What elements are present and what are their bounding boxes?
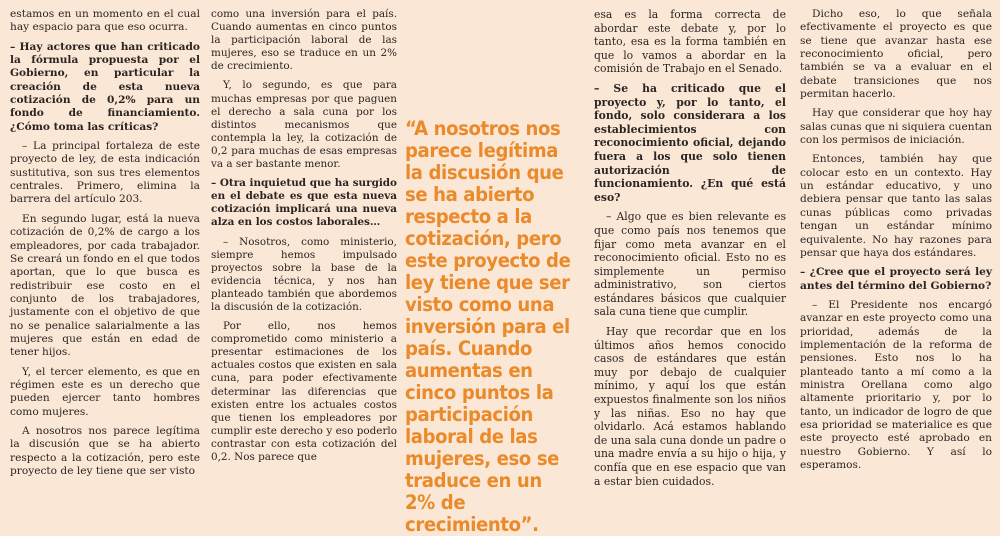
paragraph: Por ello, nos hemos comprometido como ministerio a presentar estimaciones de los actuales costos que existen en sala cuna, para poder efectivamente determinar las diferencias que existen entre los actuales costos que tienen los empleadores por cumplir este derecho y eso poderlo contrastar con esta cotización del 0,2. Nos parece que bbox=[211, 320, 397, 463]
interview-question: – Se ha criticado que el proyecto y, por lo tanto, el fondo, solo considerara a los establecimientos con reconocimiento oficial, dejando fuera a los que solo tienen autorización de funcionamiento. ¿En qué está eso? bbox=[594, 81, 786, 204]
interview-question: – Otra inquietud que ha surgido en el debate es que esta nueva cotización implicará una nueva alza en los costos laborales… bbox=[211, 177, 397, 229]
paragraph: como una inversión para el país. Cuando aumentas en cinco puntos la participación laboral de las mujeres, eso se traduce en un 2% de crecimiento. bbox=[211, 8, 397, 73]
paragraph: Entonces, también hay que colocar esto en un contexto. Hay un estándar educativo, y uno debiera pensar que tanto las salas cunas públicas como privadas tengan un estándar mínimo equivalente. No hay razones para pensar que haya dos estándares. bbox=[800, 153, 992, 259]
paragraph: Hay que recordar que en los últimos años hemos conocido casos de estándares que están muy por debajo de cualquier mínimo, y aquí los que están expuestos finalmente son los niños y las niñas. Eso no hay que olvidarlo. Acá estamos hablando de una sala cuna donde un padre o una madre envía a su hijo o hija, y confía que en ese espacio que van a estar bien cuidados. bbox=[594, 325, 786, 488]
paragraph: esa es la forma correcta de abordar este debate y, por lo tanto, esa es la forma también en que lo vamos a abordar en la comisión de Trabajo en el Senado. bbox=[594, 8, 786, 76]
text-column-1 bbox=[10, 8, 200, 478]
paragraph: – Nosotros, como ministerio, siempre hemos impulsado proyectos sobre la base de la evidencia técnica, y nos han planteado también que abordemos la discusión de la cotización. bbox=[211, 235, 397, 313]
paragraph: En segundo lugar, está la nueva cotización de 0,2% de cargo a los empleadores, por cada trabajador. Se creará un fondo en el que todos aportan, que lo que busca es redistribuir ese costo en el conjunto de los trabajadores, justamente con el objetivo de que no se penalice salarialmente a las mujeres que están en edad de tener hijos. bbox=[10, 212, 200, 359]
paragraph: Hay que considerar que hoy hay salas cunas que ni siquiera cuentan con los permisos de iniciación. bbox=[800, 107, 992, 147]
paragraph: Y, lo segundo, es que para muchas empresas por que paguen el derecho a sala cuna por los distintos mecanismos que contempla la ley, la cotización de 0,2 para muchas de esas empresas va a ser bastante menor. bbox=[211, 79, 397, 171]
paragraph: – La principal fortaleza de este proyecto de ley, de esta indicación sustitutiva, son sus tres elementos centrales. Primero, elimina la barrera del artículo 203. bbox=[10, 140, 200, 206]
paragraph: – El Presidente nos encargó avanzar en este proyecto como una prioridad, además de la implementación de la reforma de pensiones. Esto nos lo ha planteado tanto a mí como a la ministra Orellana como algo altamente prioritario y, por lo tanto, un indicador de logro de que esa prioridad se materialice es que este proyecto esté aprobado en nuestro Gobierno. Y así lo esperamos. bbox=[800, 298, 992, 471]
pull-quote: “A nosotros nos parece legítima la discusión que se ha abierto respecto a la cotización, pero este proyecto de ley tiene que ser visto como una inversión para el país. Cuando aumentas en cinco puntos la participación laboral de las mujeres, eso se traduce en un 2% de crecimiento”. bbox=[405, 117, 571, 536]
paragraph: Dicho eso, lo que señala efectivamente el proyecto es que se tiene que avanzar hasta ese reconocimiento oficial, pero también se va a evaluar en el debate transiciones que nos permitan hacerlo. bbox=[800, 8, 992, 101]
text-column-3 bbox=[594, 8, 786, 488]
paragraph: estamos en un momento en el cual hay espacio para que eso ocurra. bbox=[10, 8, 200, 34]
interview-question: – Hay actores que han criticado la fórmula propuesta por el Gobierno, en particular la creación de esta nueva cotización de 0,2% para un fondo de financiamiento. ¿Cómo toma las críticas? bbox=[10, 40, 200, 133]
paragraph: Y, el tercer elemento, es que en régimen este es un derecho que pueden ejercer tanto hombres como mujeres. bbox=[10, 365, 200, 418]
text-column-2 bbox=[211, 8, 397, 464]
paragraph: A nosotros nos parece legítima la discusión que se ha abierto respecto a la cotización, pero este proyecto de ley tiene que ser visto bbox=[10, 424, 200, 477]
text-column-4 bbox=[800, 8, 992, 472]
paragraph: – Algo que es bien relevante es que como país nos tenemos que fijar como meta avanzar en el reconocimiento oficial. Esto no es simplemente un permiso administrativo, son ciertos estándares básicos que cualquier sala cuna tiene que cumplir. bbox=[594, 210, 786, 319]
interview-question: – ¿Cree que el proyecto será ley antes del término del Gobierno? bbox=[800, 266, 992, 292]
